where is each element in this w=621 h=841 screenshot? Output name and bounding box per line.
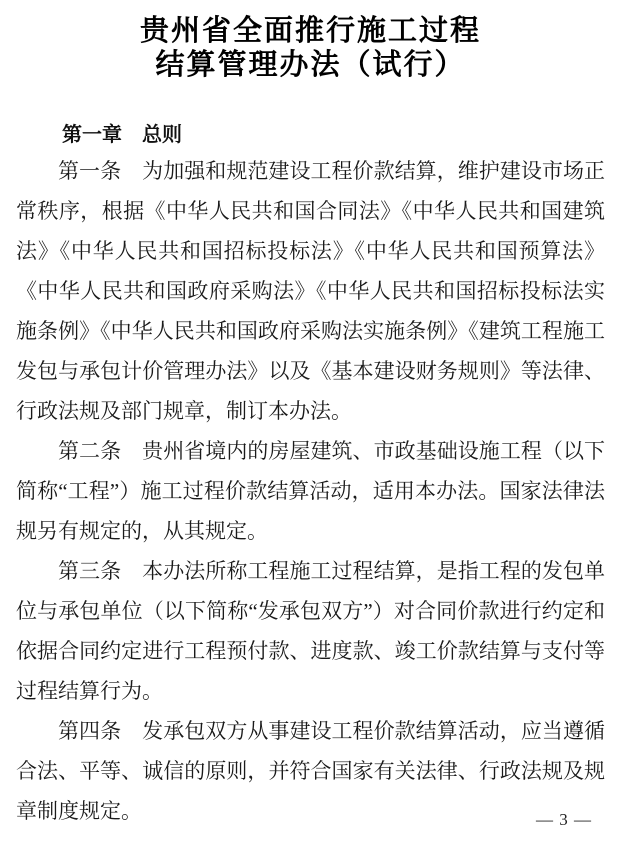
page-number: — 3 — bbox=[536, 810, 592, 829]
document-title bbox=[16, 14, 605, 82]
document-body bbox=[16, 151, 605, 831]
document-title-line-2: 结算管理办法（试行） bbox=[155, 49, 466, 81]
chapter-heading: 第一章 总则 bbox=[62, 124, 182, 146]
paragraph-article-1: 第一条 为加强和规范建设工程价款结算，维护建设市场正常秩序，根据《中华人民共和国合同法》《中华人民共和国建筑法》《中华人民共和国招标投标法》《中华人民共和国预算法》《中华人民共和国政府采购法》《中华人民共和国招标投标法实施条例》《中华人民共和国政府采购法实施条例》《建筑工程施工发包与承包计价管理办法》以及《基本建设财务规则》等法律、行政法规及部门规章，制订本办法。 bbox=[16, 159, 605, 423]
paragraph-article-3: 第三条 本办法所称工程施工过程结算，是指工程的发包单位与承包单位（以下简称“发承包双方”）对合同价款进行约定和依据合同约定进行工程预付款、进度款、竣工价款结算与支付等过程结算行为。 bbox=[16, 559, 605, 703]
paragraph-article-2: 第二条 贵州省境内的房屋建筑、市政基础设施工程（以下简称“工程”）施工过程价款结算活动，适用本办法。国家法律法规另有规定的，从其规定。 bbox=[16, 439, 605, 543]
paragraph-article-4: 第四条 发承包双方从事建设工程价款结算活动，应当遵循合法、平等、诚信的原则，并符合国家有关法律、行政法规及规章制度规定。 bbox=[16, 719, 605, 823]
document-title-line-1: 贵州省全面推行施工过程 bbox=[139, 15, 481, 47]
